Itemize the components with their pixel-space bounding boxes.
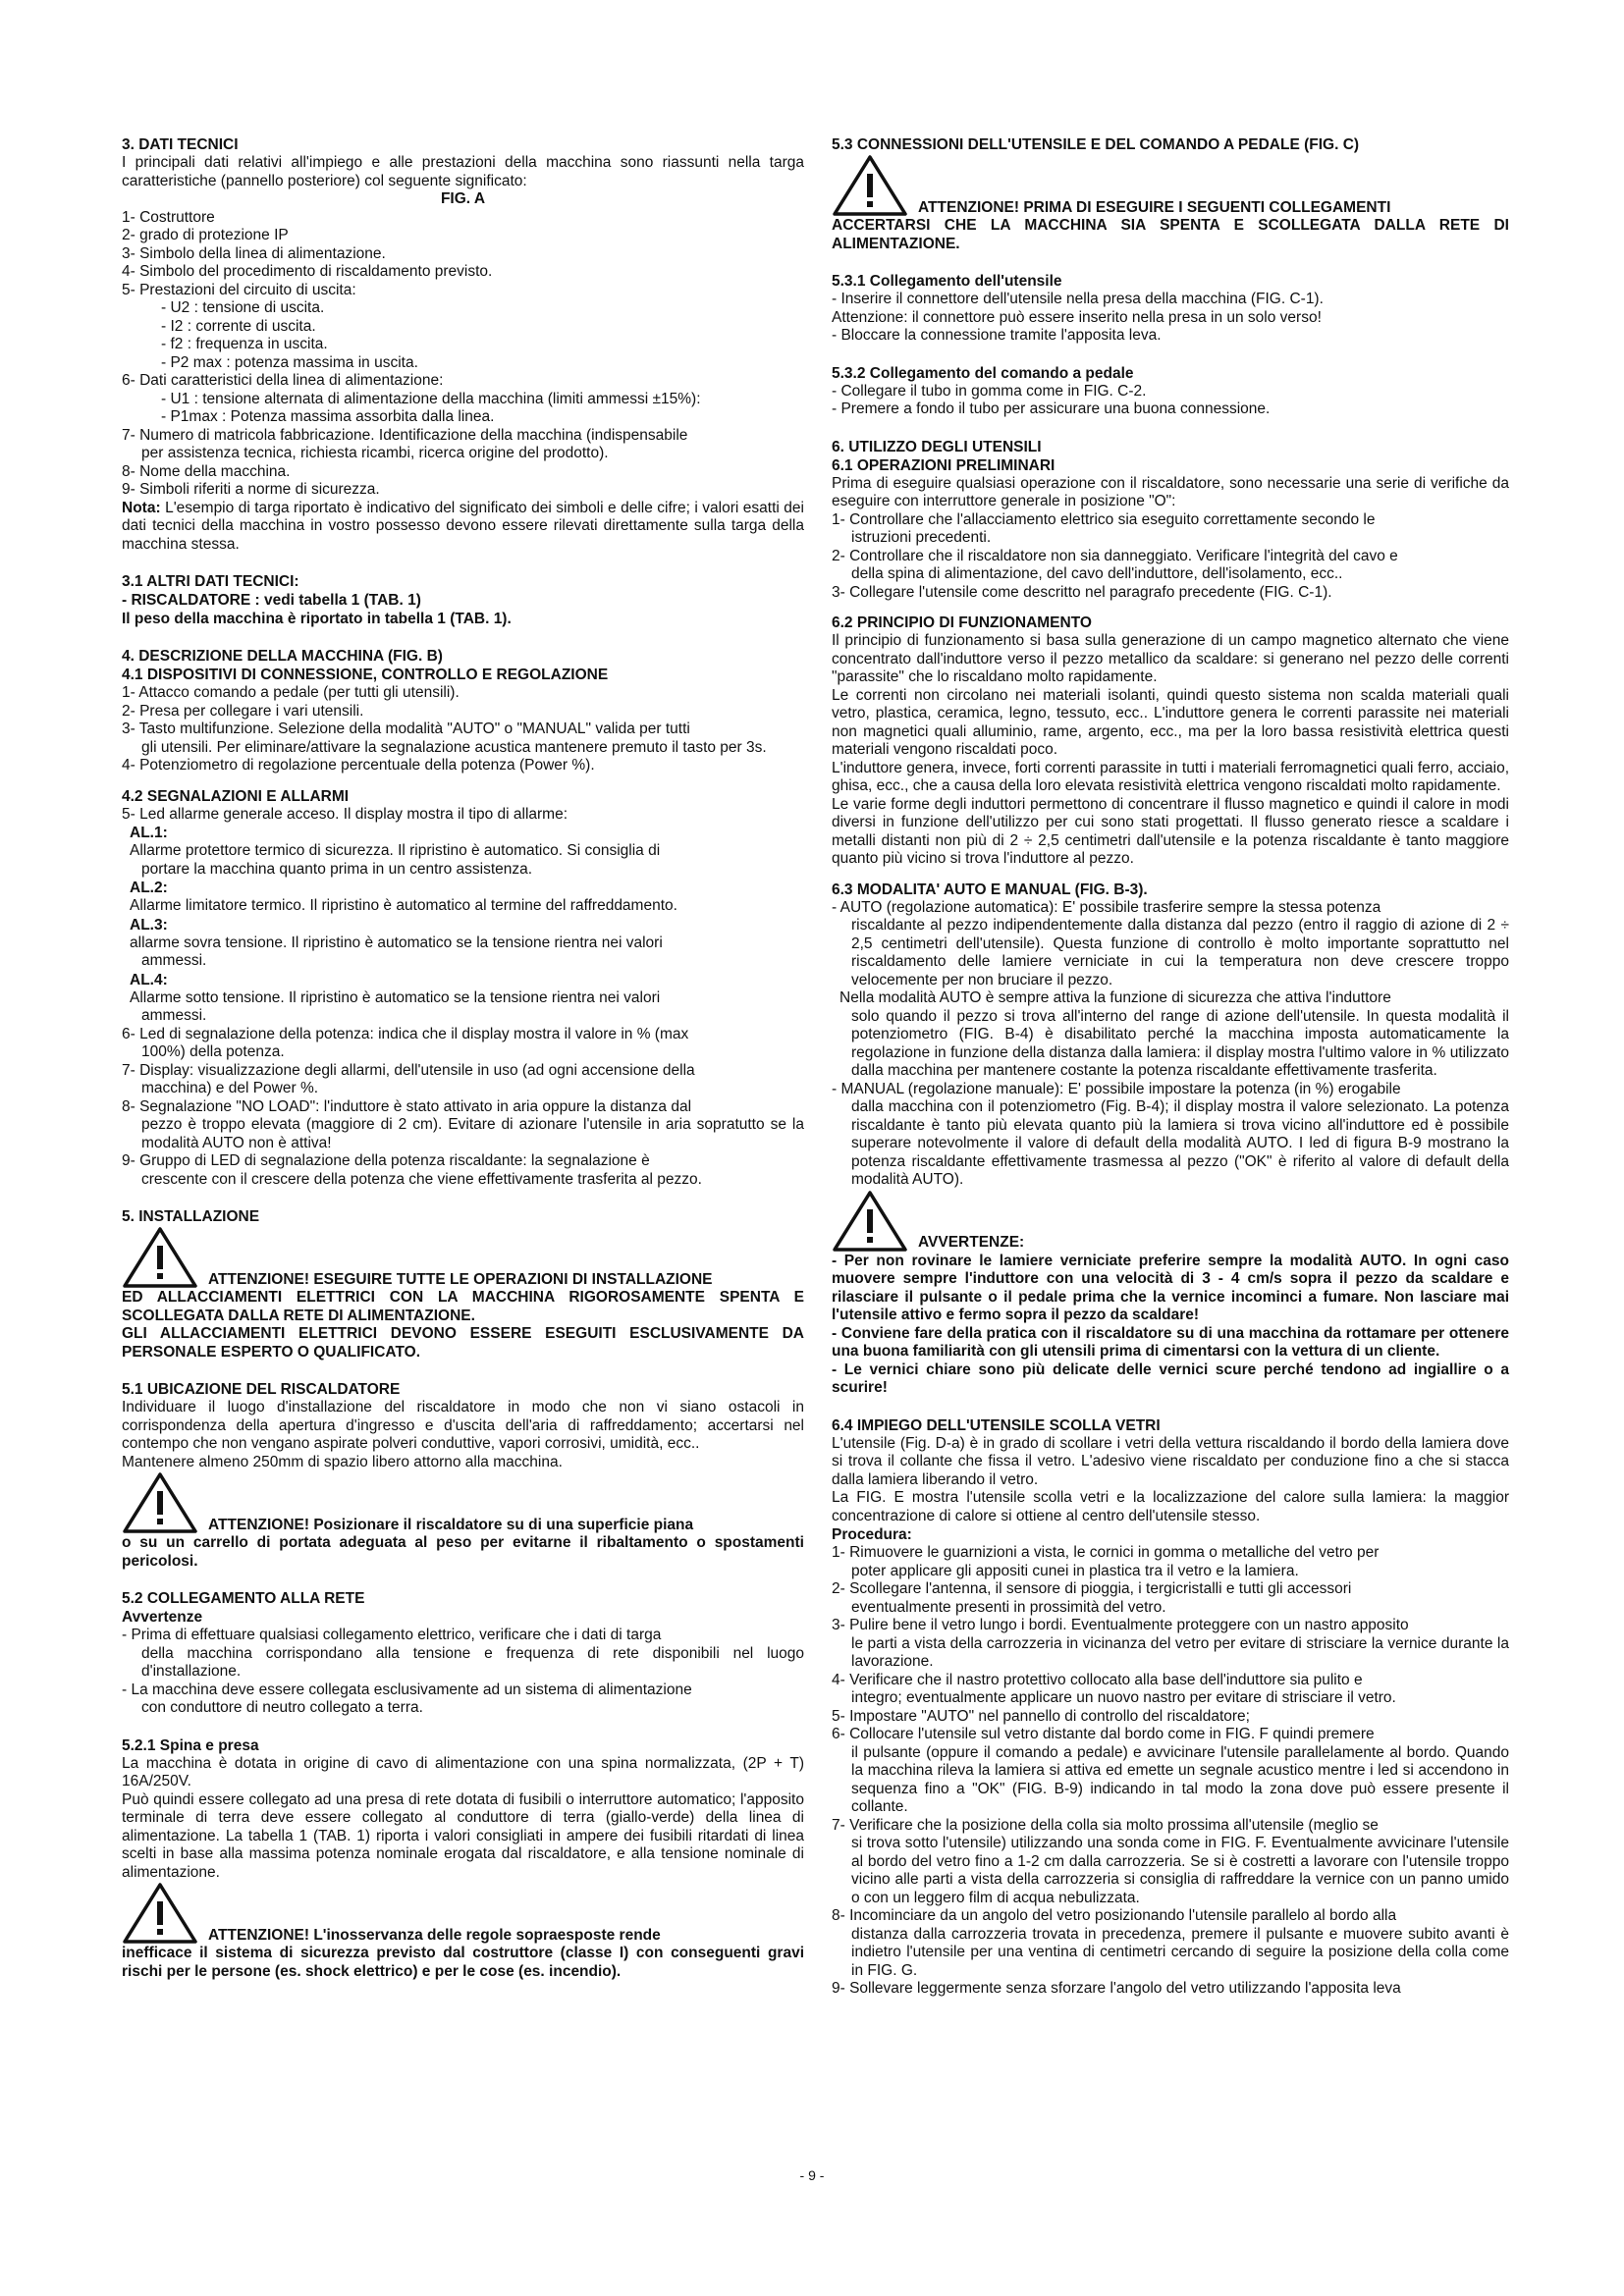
text-line: Prima di eseguire qualsiasi operazione con il riscaldatore, sono necessarie una serie di verifiche da eseguire con interruttore generale in posizione "O": [832, 474, 1509, 509]
text-line: della macchina corrispondano alla tensione e frequenza di rete disponibili nel luogo d'installazione. [141, 1644, 804, 1680]
text-line: 6- Collocare l'utensile sul vetro distante dal bordo come in FIG. F quindi premere [832, 1726, 1375, 1742]
text-line: 100%) della potenza. [141, 1043, 285, 1060]
section-heading: 6.1 OPERAZIONI PRELIMINARI [832, 456, 1056, 474]
text-line: 9- Simboli riferiti a norme di sicurezza. [122, 481, 380, 498]
text-line: - MANUAL (regolazione manuale): E' possibile impostare la potenza (in %) erogabile [832, 1080, 1401, 1097]
section-heading: 5.1 UBICAZIONE DEL RISCALDATORE [122, 1381, 401, 1398]
spacer [122, 1718, 804, 1736]
text-line: pezzo è troppo elevata (maggiore di 2 cm). Evitare di azionare l'utensile in aria sopratutto se la modalità AUTO non è attiva! [141, 1116, 804, 1151]
text-line: gli utensili. Per eliminare/attivare la segnalazione acustica mantenere premuto il tasto per 3s. [141, 738, 767, 756]
text-line: Allarme sotto tensione. Il ripristino è automatico se la tensione rientra nei valori [130, 988, 661, 1006]
section-heading: 6.2 PRINCIPIO DI FUNZIONAMENTO [832, 614, 1092, 631]
alarm-code: AL.3: [130, 916, 168, 934]
spacer [832, 253, 1509, 272]
right-column [832, 135, 1509, 1999]
text-line: istruzioni precedenti. [851, 529, 992, 546]
section-heading: 5.2.1 Spina e presa [122, 1736, 259, 1754]
text-line: 2- Controllare che il riscaldatore non sia danneggiato. Verificare l'integrità del cavo e [832, 547, 1398, 564]
text-line: macchina) e del Power %. [141, 1080, 319, 1096]
section-heading: Il peso della macchina è riportato in tabella 1 (TAB. 1). [122, 611, 512, 627]
warning-triangle-icon [832, 1190, 908, 1253]
text-line: 9- Gruppo di LED di segnalazione della potenza riscaldante: la segnalazione è [122, 1152, 650, 1169]
text-line: Nella modalità AUTO è sempre attiva la funzione di sicurezza che attiva l'induttore [839, 989, 1391, 1006]
warning-title: ATTENZIONE! Posizionare il riscaldatore su di una superficie piana [208, 1516, 694, 1533]
text-line: L'induttore genera, invece, forti correnti parassite in tutti i materiali ferromagnetici quali ferro, acciaio, ghisa, ecc., che a causa della loro elevata resistività elettrica vengono riscaldati molto rapidamente. [832, 759, 1509, 794]
text-line: - Bloccare la connessione tramite l'apposita leva. [832, 327, 1162, 344]
section-heading: 5.2 COLLEGAMENTO ALLA RETE [122, 1590, 365, 1607]
warning-title: ATTENZIONE! PRIMA DI ESEGUIRE I SEGUENTI COLLEGAMENTI [918, 198, 1391, 216]
text-line: riscaldante al pezzo indipendentemente dalla distanza dal pezzo (entro il raggio di azione di 2 ÷ 2,5 centimetri dell'utensile). Questa funzione di controllo è molto importante soprattutto nel riscaldamento delle lamiere verniciate in cui la temperatura non deve crescere troppo velocemente per non bruciare il pezzo. [851, 917, 1509, 988]
text-line: allarme sovra tensione. Il ripristino è automatico se la tensione rientra nei valori [130, 934, 663, 951]
section-heading: 3. DATI TECNICI [122, 136, 239, 153]
section-heading: 6.3 MODALITA' AUTO E MANUAL (FIG. B-3). [832, 881, 1148, 898]
text-line: La FIG. E mostra l'utensile scolla vetri e la localizzazione del calore sulla lamiera: la maggior concentrazione di calore si ottiene al centro dell'utensile stesso. [832, 1489, 1509, 1524]
text-line: crescente con il crescere della potenza che viene effettivamente trasferita al pezzo. [141, 1170, 702, 1188]
note-label: Nota: [122, 499, 161, 516]
text-line: 5- Impostare "AUTO" nel pannello di controllo del riscaldatore; [832, 1707, 1250, 1725]
text-line: Allarme limitatore termico. Il ripristino è automatico al termine del raffreddamento. [130, 897, 677, 914]
figure-label: FIG. A [440, 190, 486, 207]
text-line: distanza dalla carrozzeria trovata in precedenza, premere il pulsante e muovere subito avanti è indietro l'utensile per una ventina di centimetri cercando di seguire la posizione della colla come in FIG. G. [851, 1925, 1509, 1979]
warning-triangle-icon [122, 1226, 198, 1289]
text-line: 1- Costruttore [122, 208, 215, 226]
text-line: 1- Attacco comando a pedale (per tutti gli utensili). [122, 684, 460, 701]
text-line: 8- Nome della macchina. [122, 462, 291, 480]
text-line: si trova sotto l'utensile) utilizzando una sonda come in FIG. F. Eventualmente avvicinare l'utensile al bordo del vetro fino a 1-2 cm dalla carrozzeria. Se si è costretti a lavorare con l'utensile troppo vicino alle parti a vista della carrozzeria si consiglia di raffreddare la vernice con un panno umido o con un leggero film di acqua nebulizzata. [851, 1835, 1509, 1906]
warning-text: o su un carrello di portata adeguata al peso per evitarne il ribaltamento o spostamenti pericolosi. [122, 1534, 804, 1570]
warning-triangle-icon [832, 154, 908, 217]
text-line: 5- Led allarme generale acceso. Il display mostra il tipo di allarme: [122, 805, 568, 823]
alarm-code: AL.2: [130, 880, 168, 896]
warning-text: ACCERTARSI CHE LA MACCHINA SIA SPENTA E SCOLLEGATA DALLA RETE DI ALIMENTAZIONE. [832, 217, 1509, 252]
text-line: - AUTO (regolazione automatica): E' possibile trasferire sempre la stessa potenza [832, 898, 1381, 916]
warning-title: ATTENZIONE! ESEGUIRE TUTTE LE OPERAZIONI DI INSTALLAZIONE [208, 1270, 713, 1288]
text-line: 8- Incominciare da un angolo del vetro posizionando l'utensile parallelo al bordo alla [832, 1907, 1397, 1924]
section-heading: - RISCALDATORE : vedi tabella 1 (TAB. 1) [122, 592, 421, 609]
text-line: 5- Prestazioni del circuito di uscita: [122, 281, 356, 298]
text-line: - f2 : frequenza in uscita. [161, 336, 328, 352]
spacer [832, 1398, 1509, 1416]
text-line: poter applicare gli appositi cunei in plastica tra il vetro e la lamiera. [851, 1562, 1299, 1579]
text-line: - U2 : tensione di uscita. [161, 299, 325, 316]
section-heading: 4. DESCRIZIONE DELLA MACCHINA (FIG. B) [122, 648, 443, 665]
text-line: integro; eventualmente applicare un nuovo nastro per evitare di strisciare il vetro. [851, 1689, 1396, 1706]
text-line: 3- Collegare l'utensile come descritto nel paragrafo precedente (FIG. C-1). [832, 583, 1332, 601]
text-line: 1- Controllare che l'allacciamento elettrico sia eseguito correttamente secondo le [832, 510, 1376, 528]
spacer [832, 869, 1509, 881]
text-line: 1- Rimuovere le guarnizioni a vista, le cornici in gomma o metalliche del vetro per [832, 1544, 1380, 1561]
text-line: La macchina è dotata in origine di cavo di alimentazione con una spina normalizzata, (2P + T) 16A/250V. [122, 1754, 804, 1789]
spacer [122, 1189, 804, 1207]
alarm-code: AL.4: [130, 971, 168, 988]
section-heading: Procedura: [832, 1526, 912, 1543]
warning-block [832, 154, 1509, 217]
section-heading: 4.1 DISPOSITIVI DI CONNESSIONE, CONTROLLO E REGOLAZIONE [122, 667, 609, 683]
note-paragraph [122, 500, 804, 555]
warning-block [832, 1190, 1509, 1253]
text-line: solo quando il pezzo si trova all'interno del range di azione dell'utensile. In questa modalità il potenziometro (FIG. B-4) è disabilitato perché la macchina imposta automaticamente la regolazione in funzione della distanza dalla lamiera: il display mostra l'ultimo valore in % utilizzato dalla macchina per mantenere costante la potenza riscaldante effettivamente trasferita. [851, 1007, 1509, 1079]
text-line: - P1max : Potenza massima assorbita dalla linea. [161, 408, 495, 425]
text-line: 3- Pulire bene il vetro lungo i bordi. Eventualmente proteggere con un nastro apposito [832, 1617, 1409, 1633]
warning-text: - Conviene fare della pratica con il riscaldatore su di una macchina da rottamare per ottenere una buona familiarità con gli utensili prima di cimentarsi con la vettura di un cliente. [832, 1324, 1509, 1360]
text-line: il pulsante (oppure il comando a pedale) e avvicinare l'utensile parallelamente al bordo. Quando la macchina rileva la lamiera si attiva ed emette un segnale acustico mentre i led si accendono in sequenza fino a "OK" (FIG. B-9) indicando in tal modo la zona dove può essere presente il collante. [851, 1743, 1509, 1815]
text-line: 4- Verificare che il nastro protettivo collocato alla base dell'induttore sia pulito e [832, 1671, 1363, 1688]
text-line: 4- Simbolo del procedimento di riscaldamento previsto. [122, 263, 493, 280]
left-column [122, 135, 804, 1981]
text-line: 4- Potenziometro di regolazione percentuale della potenza (Power %). [122, 757, 595, 774]
warning-block [122, 1226, 804, 1289]
text-line: le parti a vista della carrozzeria in vicinanza del vetro per evitare di strisciare la vernice durante la lavorazione. [851, 1634, 1509, 1670]
warning-block [122, 1882, 804, 1945]
warning-text: - Per non rovinare le lamiere verniciate preferire sempre la modalità AUTO. In ogni caso muovere sempre l'induttore con una velocità di 3 - 4 cm/s sopra il pezzo da scaldare e rilasciare il pulsante o il pedale prima che la vernice incominci a fumare. Non lasciare mai l'utensile attivo e fermo sopra il pezzo da scaldare! [832, 1252, 1509, 1323]
spacer [832, 602, 1509, 614]
warning-text: - Le vernici chiare sono più delicate delle vernici scure perché tendono ad ingiallire o a scurire! [832, 1361, 1509, 1396]
warning-triangle-icon [122, 1882, 198, 1945]
text-line: - P2 max : potenza massima in uscita. [161, 353, 418, 371]
spacer [122, 1362, 804, 1380]
text-line: 6- Led di segnalazione della potenza: indica che il display mostra il valore in % (max [122, 1025, 689, 1042]
spacer [122, 554, 804, 572]
text-line: - Collegare il tubo in gomma come in FIG. C-2. [832, 382, 1147, 400]
warning-title: AVVERTENZE: [918, 1234, 1025, 1251]
section-heading: 5.3.2 Collegamento del comando a pedale [832, 364, 1134, 382]
spacer [832, 419, 1509, 438]
text-line: dalla macchina con il potenziometro (Fig. B-4); il display mostra il valore selezionato. La potenza riscaldante è tanto più elevata quanto più la lamiera si trova vicino all'induttore ed è possibile superare notevolmente il valore di default della modalità AUTO. I led di figura B-9 mostrano la potenza riscaldante effettivamente trasmessa al pezzo ("OK" è riferito al valore di default della modalità AUTO). [851, 1098, 1509, 1188]
warning-triangle-icon [122, 1471, 198, 1534]
text-line: - Prima di effettuare qualsiasi collegamento elettrico, verificare che i dati di targa [122, 1627, 662, 1643]
alarm-code: AL.1: [130, 825, 168, 841]
text-line: 3- Simbolo della linea di alimentazione. [122, 244, 386, 262]
text-line: Allarme protettore termico di sicurezza. Il ripristino è automatico. Si consiglia di [130, 842, 661, 859]
warning-title: ATTENZIONE! L'inosservanza delle regole sopraesposte rende [208, 1926, 661, 1944]
text-line: - Inserire il connettore dell'utensile nella presa della macchina (FIG. C-1). [832, 291, 1324, 307]
text-line: Mantenere almeno 250mm di spazio libero attorno alla macchina. [122, 1453, 563, 1470]
text-line: L'utensile (Fig. D-a) è in grado di scollare i vetri della vettura riscaldando il bordo della lamiera dove si trova il collante che fissa il vetro. L'adesivo viene riscaldato per conduzione fino a che si stacca dalla lamiera liberando il vetro. [832, 1434, 1509, 1488]
section-heading: 6. UTILIZZO DEGLI UTENSILI [832, 438, 1042, 455]
section-heading: 5.3 CONNESSIONI DELL'UTENSILE E DEL COMANDO A PEDALE (FIG. C) [832, 136, 1360, 153]
text-line: - La macchina deve essere collegata esclusivamente ad un sistema di alimentazione [122, 1681, 692, 1698]
text-line: ammessi. [141, 952, 207, 969]
text-line: 7- Verificare che la posizione della colla sia molto prossima all'utensile (meglio se [832, 1816, 1379, 1834]
text-line: 2- grado di protezione IP [122, 227, 289, 243]
text-line: ammessi. [141, 1007, 207, 1024]
text-line: portare la macchina quanto prima in un centro assistenza. [141, 860, 533, 878]
text-line: - I2 : corrente di uscita. [161, 317, 316, 335]
text-line: eventualmente presenti in prossimità del vetro. [851, 1598, 1166, 1616]
text-line: 6- Dati caratteristici della linea di alimentazione: [122, 372, 444, 389]
warning-text: inefficace il sistema di sicurezza previsto dal costruttore (classe I) con conseguenti gravi rischi per le persone (es. shock elettrico) e per le cose (es. incendio). [122, 1945, 804, 1980]
text-line: Le correnti non circolano nei materiali isolanti, quindi questo sistema non scalda materiali quali vetro, plastica, ceramica, legno, tessuto, ecc.. L'induttore genera le correnti parassite nei materiali non magnetici quali alluminio, rame, argento, ecc., ma per la loro bassa resistività elettrica questi materiali vengono riscaldati poco. [832, 686, 1509, 758]
warning-text: ED ALLACCIAMENTI ELETTRICI CON LA MACCHINA RIGOROSAMENTE SPENTA E SCOLLEGATA DALLA RETE DI ALIMENTAZIONE. [122, 1289, 804, 1324]
section-heading: 5. INSTALLAZIONE [122, 1208, 260, 1225]
section-heading: Avvertenze [122, 1609, 203, 1626]
text-line: 2- Scollegare l'antenna, il sensore di pioggia, i tergicristalli e tutti gli accessori [832, 1580, 1352, 1597]
text-line: - U1 : tensione alternata di alimentazione della macchina (limiti ammessi ±15%): [161, 390, 701, 407]
text-line: 7- Numero di matricola fabbricazione. Identificazione della macchina (indispensabile [122, 426, 688, 444]
text-line: 2- Presa per collegare i vari utensili. [122, 702, 364, 720]
text-line: Le varie forme degli induttori permettono di concentrare il flusso magnetico e quindi il calore in modi diversi in funzione dell'utilizzo per cui sono stati progettati. Il flusso generato riesce a scaldare i metalli distanti non più di 2 ÷ 2,5 centimetri dall'utensile e la potenza riscaldante è tanto maggiore quanto più vicino si trova l'induttore al pezzo. [832, 795, 1509, 867]
text-line: Può quindi essere collegato ad una presa di rete dotata di fusibili o interruttore automatico; l'apposito terminale di terra deve essere collegato al conduttore di terra (giallo-verde) della linea di alimentazione. La tabella 1 (TAB. 1) riporta i valori consigliati in ampere dei fusibili ritardati di linea scelti in base alla massima potenza nominale erogata dal riscaldatore, e alla tensione nominale di alimentazione. [122, 1790, 804, 1881]
section-heading: 4.2 SEGNALAZIONI E ALLARMI [122, 787, 350, 805]
note-text: L'esempio di targa riportato è indicativo del significato dei simboli e delle cifre; i valori esatti dei dati tecnici della macchina in vostro possesso devono essere rilevati direttamente sulla targa della macchina stessa. [122, 499, 804, 553]
page-number: - 9 - [799, 2167, 825, 2183]
section-heading: 5.3.1 Collegamento dell'utensile [832, 273, 1062, 290]
text-line: 8- Segnalazione "NO LOAD": l'induttore è stato attivato in aria oppure la distanza dal [122, 1097, 692, 1115]
section-heading: 6.4 IMPIEGO DELL'UTENSILE SCOLLA VETRI [832, 1416, 1161, 1434]
warning-text: GLI ALLACCIAMENTI ELETTRICI DEVONO ESSERE ESEGUITI ESCLUSIVAMENTE DA PERSONALE ESPERTO O QUALIFICATO. [122, 1325, 804, 1361]
spacer [122, 775, 804, 787]
spacer [832, 346, 1509, 364]
text-line: con conduttore di neutro collegato a terra. [141, 1699, 423, 1716]
text-line: 7- Display: visualizzazione degli allarmi, dell'utensile in uso (ad ogni accensione della [122, 1061, 695, 1079]
text-line: 9- Sollevare leggermente senza sforzare l'angolo del vetro utilizzando l'apposita leva [832, 1980, 1401, 1997]
text-line: I principali dati relativi all'impiego e alle prestazioni della macchina sono riassunti nella targa caratteristiche (pannello posteriore) col seguente significato: [122, 154, 804, 189]
text-line: per assistenza tecnica, richiesta ricambi, ricerca origine del prodotto). [141, 445, 609, 461]
section-heading: 3.1 ALTRI DATI TECNICI: [122, 573, 299, 590]
text-line: della spina di alimentazione, del cavo dell'induttore, dell'isolamento, ecc.. [851, 565, 1343, 582]
text-line: 3- Tasto multifunzione. Selezione della modalità "AUTO" o "MANUAL" valida per tutti [122, 721, 690, 737]
spacer [122, 628, 804, 647]
text-line: - Premere a fondo il tubo per assicurare una buona connessione. [832, 400, 1271, 417]
spacer [122, 1571, 804, 1589]
warning-block [122, 1471, 804, 1534]
text-line: Il principio di funzionamento si basa sulla generazione di un campo magnetico alternato che viene concentrato dall'induttore verso il pezzo metallico da scaldare: si generano nel pezzo delle correnti "parassite" che lo riscaldano molto rapidamente. [832, 632, 1509, 685]
text-line: Individuare il luogo d'installazione del riscaldatore in modo che non vi siano ostacoli in corrispondenza della apertura d'ingresso e d'uscita dell'aria di raffreddamento; accertarsi nel contempo che non vengano aspirate polveri conduttive, vapori corrosivi, umidità, ecc.. [122, 1399, 804, 1452]
text-line: Attenzione: il connettore può essere inserito nella presa in un solo verso! [832, 308, 1322, 326]
